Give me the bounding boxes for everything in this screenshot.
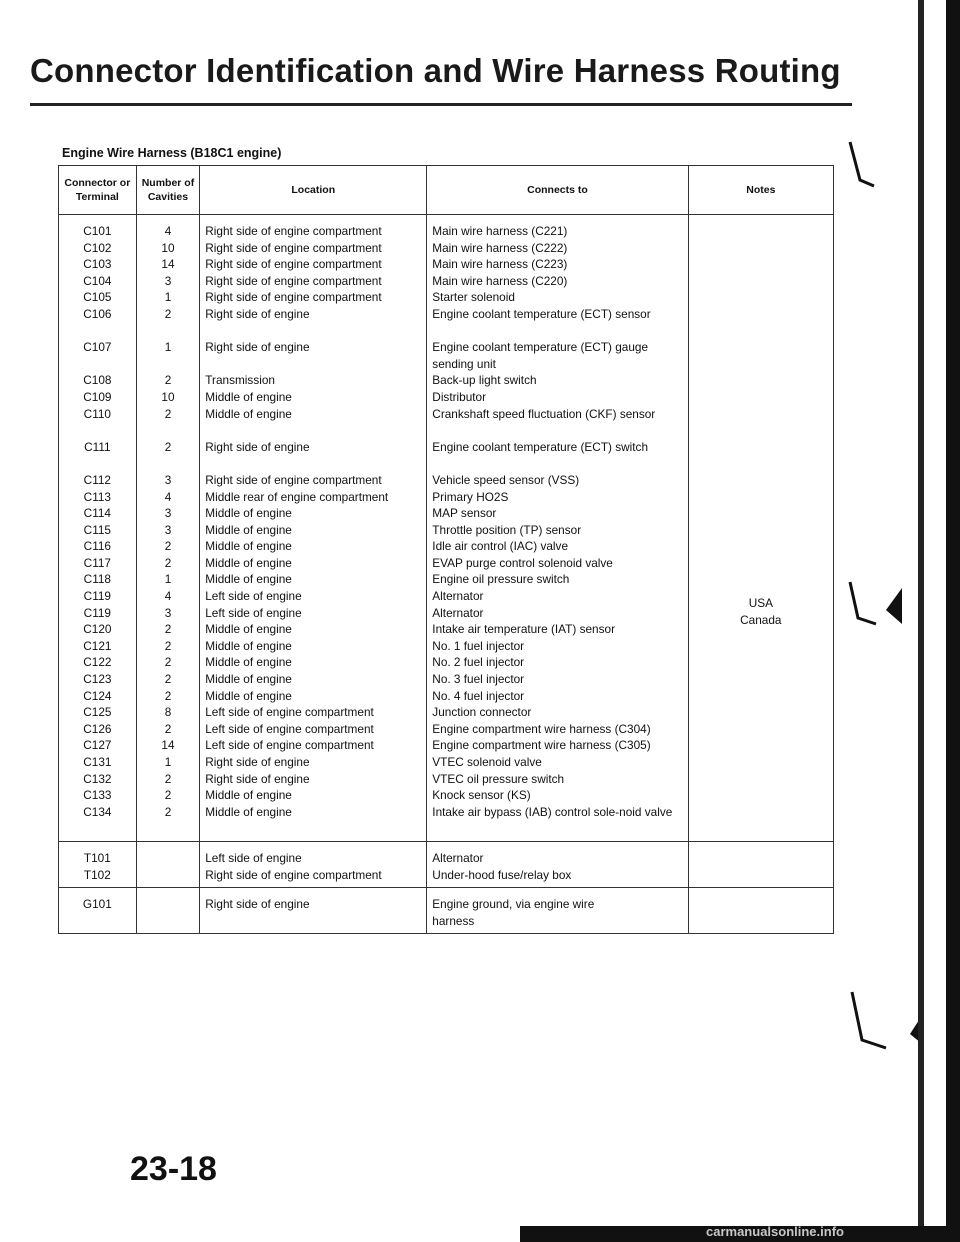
location-column — [200, 215, 427, 842]
location-text: Right side of engine compartment — [205, 472, 382, 487]
location-text: Right side of engine — [205, 897, 310, 912]
connects-to-text: Alternator — [432, 850, 484, 865]
cavity-count: 14 — [161, 257, 175, 272]
cavities-column — [136, 215, 200, 842]
connects-to-cell — [427, 888, 688, 934]
connector-id: C133 — [83, 788, 112, 803]
connects-to-text: Engine compartment wire harness (C304) — [432, 721, 651, 736]
location-text: Middle of engine — [205, 672, 292, 687]
connects-to-text: Vehicle speed sensor (VSS) — [432, 472, 580, 487]
connector-id: C120 — [83, 622, 112, 637]
connector-cell — [59, 888, 137, 934]
cavity-count: 4 — [164, 224, 172, 238]
table-row-group1 — [59, 215, 834, 842]
connects-to-text: Engine oil pressure switch — [432, 572, 570, 587]
note-usa: USA — [748, 596, 773, 610]
connector-id: G101 — [82, 897, 112, 912]
connects-to-text: Intake air bypass (IAB) control sole-noid valve — [432, 804, 673, 819]
connects-to-text: Intake air temperature (IAT) sensor — [432, 622, 615, 637]
location-text: Right side of engine — [205, 439, 310, 454]
location-text: Middle rear of engine compartment — [205, 489, 389, 504]
connects-to-text: Throttle position (TP) sensor — [432, 522, 582, 537]
connector-id: C117 — [83, 555, 111, 570]
table-row-group2 — [59, 841, 834, 887]
cavity-count: 2 — [164, 555, 172, 570]
connects-to-text: Main wire harness (C223) — [432, 257, 568, 272]
location-text: Right side of engine compartment — [205, 867, 382, 882]
connects-to-text: No. 3 fuel injector — [432, 672, 525, 687]
cavity-count: 10 — [161, 240, 175, 255]
location-text: Left side of engine compartment — [205, 738, 374, 753]
connects-to-text: Starter solenoid — [432, 290, 515, 305]
connects-to-text: No. 4 fuel injector — [432, 688, 525, 703]
cavity-count: 10 — [161, 389, 175, 404]
connects-to-text: No. 2 fuel injector — [432, 655, 525, 670]
location-text: Left side of engine — [205, 605, 302, 620]
header-location: Location — [200, 166, 427, 215]
notes-column — [688, 215, 833, 842]
binding-edge — [946, 0, 960, 1242]
connects-to-text: Main wire harness (C222) — [432, 240, 568, 255]
connector-id: C107 — [83, 340, 112, 355]
location-text: Left side of engine compartment — [205, 705, 374, 720]
connector-id: C132 — [83, 771, 112, 786]
location-text: Middle of engine — [205, 389, 292, 404]
location-text: Middle of engine — [205, 638, 292, 653]
cavity-count: 3 — [164, 506, 172, 521]
watermark-text: carmanualsonline.info — [706, 1224, 844, 1239]
connector-id: C102 — [83, 240, 112, 255]
connector-id: C103 — [83, 257, 112, 272]
connects-to-text: Main wire harness (C220) — [432, 273, 568, 288]
location-text: Transmission — [205, 373, 275, 388]
connector-id: C110 — [83, 406, 111, 421]
header-connects-to: Connects to — [427, 166, 688, 215]
connector-id: C101 — [83, 224, 112, 238]
cavities-cell-empty — [136, 888, 200, 934]
connector-id: C119 — [83, 589, 111, 604]
harness-subtitle: Engine Wire Harness (B18C1 engine) — [62, 146, 282, 160]
location-text: Right side of engine — [205, 755, 310, 769]
cavity-count: 2 — [164, 788, 172, 803]
location-text: Middle of engine — [205, 622, 292, 637]
connector-id: C126 — [83, 721, 112, 736]
connects-to-text: VTEC oil pressure switch — [432, 771, 565, 786]
cavity-count: 3 — [164, 605, 172, 620]
connector-id: C104 — [83, 273, 112, 288]
cavity-count: 2 — [164, 688, 172, 703]
connector-id: C115 — [83, 522, 111, 537]
connector-id: C111 — [84, 439, 111, 454]
cavity-count: 2 — [164, 306, 172, 321]
connects-to-text: Alternator — [432, 605, 484, 620]
connects-to-text: EVAP purge control solenoid valve — [432, 555, 613, 570]
cavity-count: 2 — [164, 672, 172, 687]
header-notes: Notes — [688, 166, 833, 215]
cavity-count: 2 — [164, 439, 172, 454]
cavity-count: 2 — [164, 406, 172, 421]
connects-to-line: harness — [432, 913, 475, 928]
connector-id: C105 — [83, 290, 112, 305]
connects-to-text — [427, 896, 687, 929]
connects-to-line: Engine ground, via engine wire — [432, 897, 595, 912]
cavity-count: 1 — [164, 572, 172, 587]
connector-id: C131 — [83, 755, 112, 769]
cavities-cell-empty — [136, 841, 200, 887]
cavity-count: 2 — [164, 638, 172, 653]
cavity-count: 3 — [164, 472, 172, 487]
location-text: Right side of engine compartment — [205, 240, 382, 255]
connector-id: C106 — [83, 306, 112, 321]
page-title: Connector Identification and Wire Harness Routing — [30, 52, 841, 89]
table-header-row — [59, 166, 834, 215]
connects-to-column — [427, 215, 688, 842]
location-text: Left side of engine compartment — [205, 721, 374, 736]
connector-column — [59, 215, 137, 842]
cavity-count: 3 — [164, 273, 172, 288]
location-text: Middle of engine — [205, 539, 292, 554]
table-row-group3 — [59, 888, 834, 934]
note-canada: Canada — [740, 612, 782, 627]
connector-id: C109 — [83, 389, 112, 404]
connector-id: C108 — [83, 373, 112, 388]
location-column — [200, 841, 427, 887]
connects-to-text: Engine coolant temperature (ECT) switch — [432, 439, 649, 454]
connects-to-text: Engine coolant temperature (ECT) sensor — [432, 306, 651, 321]
connector-column — [59, 841, 137, 887]
location-text: Middle of engine — [205, 804, 292, 819]
connector-id: C122 — [83, 655, 112, 670]
corner-mark-graphic — [846, 140, 876, 190]
location-text: Middle of engine — [205, 688, 292, 703]
connector-id: C123 — [83, 672, 112, 687]
connector-id: C121 — [83, 638, 112, 653]
connects-to-text: Crankshaft speed fluctuation (CKF) sensor — [432, 406, 656, 421]
connects-to-text: Engine compartment wire harness (C305) — [432, 738, 651, 753]
title-rule — [30, 103, 852, 106]
notes-cell-empty — [688, 888, 833, 934]
location-text: Right side of engine compartment — [205, 290, 382, 305]
cavity-count: 1 — [164, 755, 172, 769]
connects-to-text: VTEC solenoid valve — [432, 755, 542, 769]
connector-id: T101 — [83, 850, 111, 865]
notes-cell-empty — [688, 841, 833, 887]
cavity-count: 2 — [164, 804, 172, 819]
connects-to-column — [427, 841, 688, 887]
connector-id: C124 — [83, 688, 112, 703]
cavity-count: 1 — [164, 290, 172, 305]
location-text: Left side of engine — [205, 850, 302, 865]
connects-to-text: MAP sensor — [432, 506, 497, 521]
location-text: Right side of engine compartment — [205, 257, 382, 272]
connects-to-text: Main wire harness (C221) — [432, 224, 568, 238]
corner-mark-graphic — [846, 580, 906, 630]
location-text: Middle of engine — [205, 506, 292, 521]
connects-to-text: No. 1 fuel injector — [432, 638, 525, 653]
connects-to-text: Primary HO2S — [432, 489, 509, 504]
connects-to-text: Back-up light switch — [432, 373, 537, 388]
cavity-count: 2 — [164, 721, 172, 736]
connector-id: C116 — [83, 539, 111, 554]
location-text: Middle of engine — [205, 555, 292, 570]
location-text: Middle of engine — [205, 522, 292, 537]
cavity-count: 3 — [164, 522, 172, 537]
location-text: Middle of engine — [205, 572, 292, 587]
connector-id: C118 — [83, 572, 111, 587]
page-number: 23-18 — [130, 1150, 217, 1188]
header-connector: Connector or Terminal — [59, 166, 137, 215]
location-text: Middle of engine — [205, 788, 292, 803]
location-cell — [200, 888, 427, 934]
cavity-count: 2 — [164, 655, 172, 670]
cavity-count: 2 — [164, 622, 172, 637]
location-text: Right side of engine — [205, 306, 310, 321]
connects-to-text: Under-hood fuse/relay box — [432, 867, 572, 882]
location-text: Middle of engine — [205, 406, 292, 421]
connects-to-text: Junction connector — [432, 705, 532, 720]
connects-to-text: Distributor — [432, 389, 487, 404]
connector-id: C114 — [83, 506, 111, 521]
connects-to-text: Knock sensor (KS) — [432, 788, 531, 803]
cavity-count: 2 — [164, 373, 172, 388]
connects-to-text: Alternator — [432, 589, 484, 604]
connector-id: C134 — [83, 804, 112, 819]
cavity-count: 4 — [164, 589, 172, 604]
cavity-count: 8 — [164, 705, 172, 720]
location-text: Right side of engine compartment — [205, 224, 382, 238]
location-text: Right side of engine compartment — [205, 273, 382, 288]
connector-id: C119 — [83, 605, 111, 620]
cavity-count: 2 — [164, 539, 172, 554]
cavity-count: 2 — [164, 771, 172, 786]
connector-id: C127 — [83, 738, 112, 753]
connector-id: C125 — [83, 705, 112, 720]
connector-id: C113 — [83, 489, 111, 504]
connector-id: T102 — [83, 867, 111, 882]
connector-table — [58, 165, 834, 934]
cavity-count: 4 — [164, 489, 172, 504]
connects-to-text: Idle air control (IAC) valve — [432, 539, 569, 554]
connector-id: C112 — [83, 472, 111, 487]
header-cavities: Number of Cavities — [136, 166, 200, 215]
cavity-count: 14 — [161, 738, 175, 753]
location-text: Right side of engine — [205, 771, 310, 786]
location-text: Right side of engine — [205, 340, 310, 355]
location-text: Middle of engine — [205, 655, 292, 670]
location-text: Left side of engine — [205, 589, 302, 604]
connects-to-text: Engine coolant temperature (ECT) gauge sending unit — [432, 340, 649, 371]
cavity-count: 1 — [164, 340, 172, 355]
